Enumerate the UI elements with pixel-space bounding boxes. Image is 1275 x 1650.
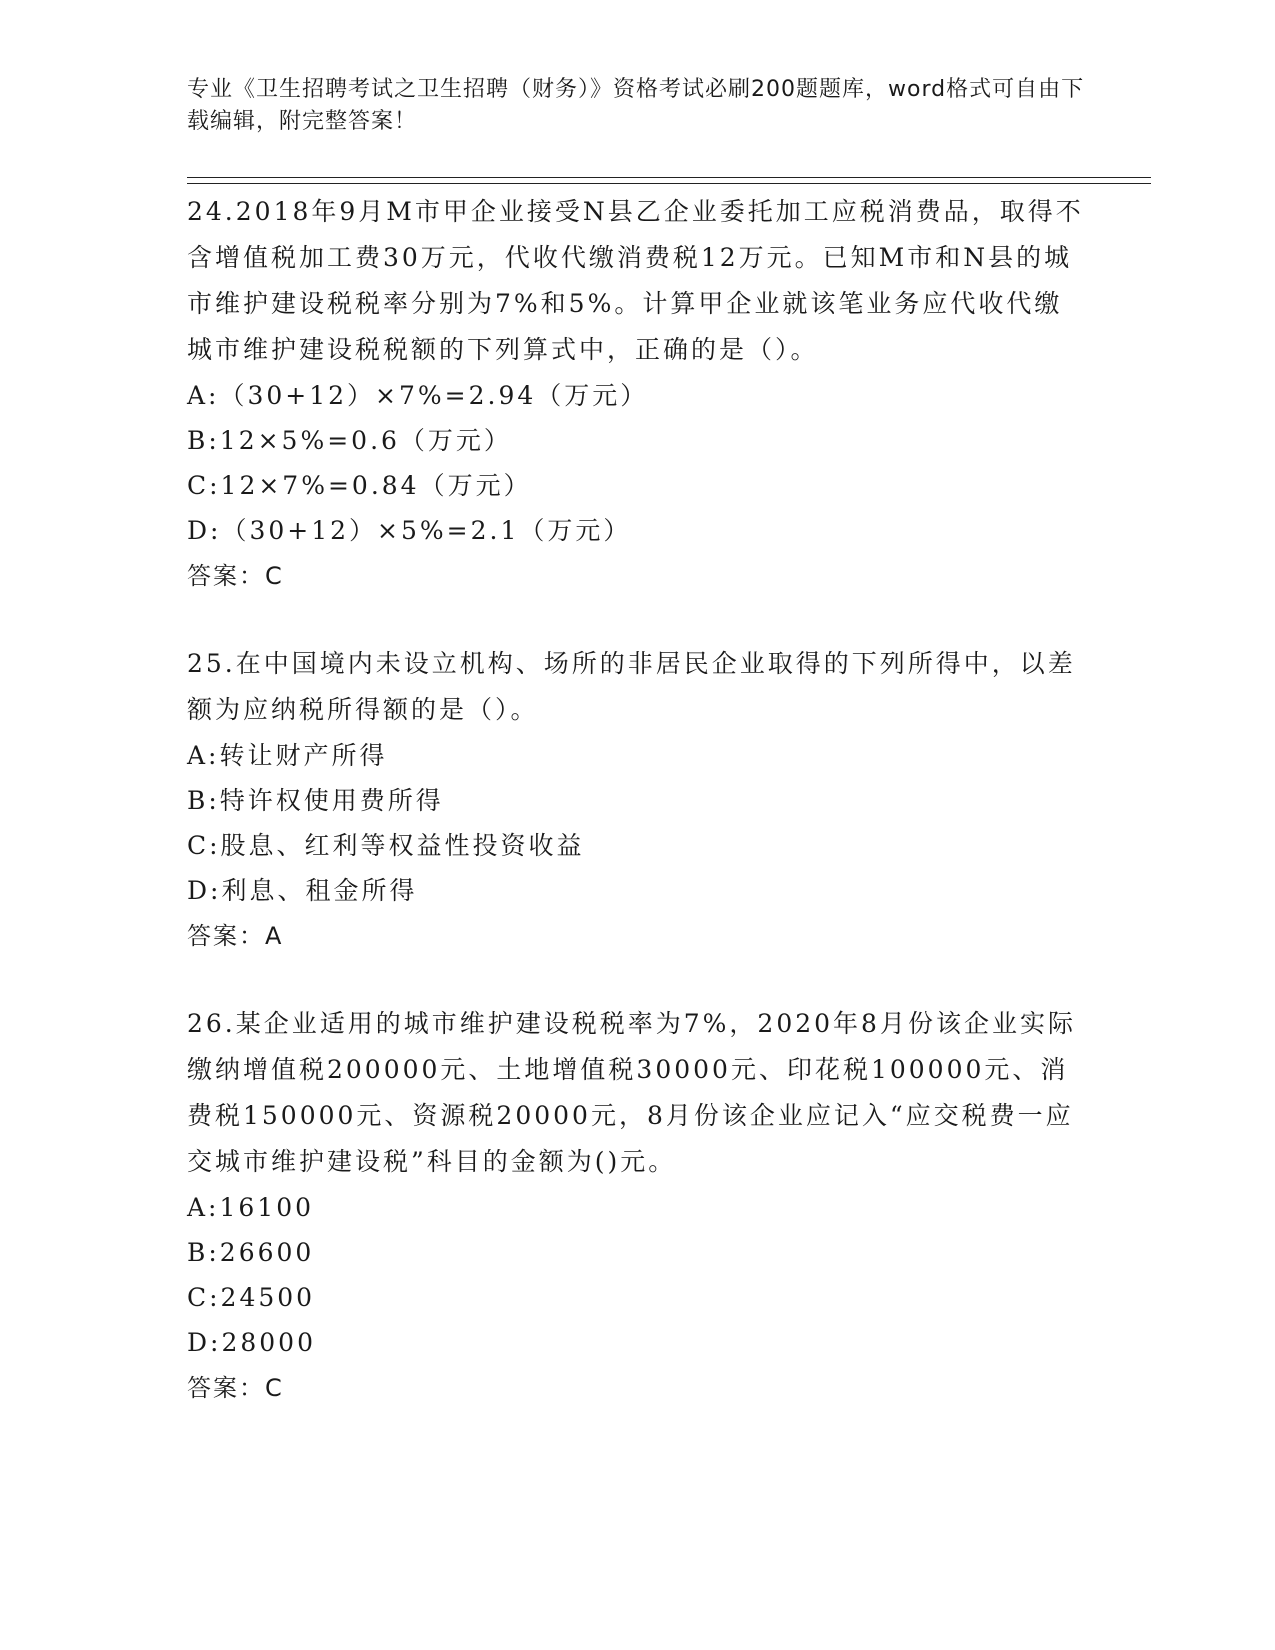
answer-label: 答案：A [187,922,284,950]
question-spacer [187,599,1087,641]
option-b: B:26600 [187,1238,315,1267]
option-b: B:12×5%=0.6（万元） [187,426,512,455]
question-list [187,189,1087,1411]
answer-label: 答案：C [187,1374,284,1402]
option-a: A:（30+12）×7%=2.94（万元） [187,381,649,410]
option-b: B:特许权使用费所得 [187,786,444,815]
question-stem: 24.2018年9月M市甲企业接受N县乙企业委托加工应税消费品，取得不含增值税加工费30万元，代收代缴消费税12万元。已知M市和N县的城市维护建设税税率分别为7%和5%。计算甲企业就该笔业务应代收代缴城市维护建设税税额的下列算式中，正确的是（）。 [187,197,1084,364]
header-divider-bottom [187,183,1151,184]
option-a: A:转让财产所得 [187,741,388,770]
option-c: C:24500 [187,1283,316,1312]
question-26 [187,1001,1087,1411]
question-24 [187,189,1087,599]
option-d: D:利息、租金所得 [187,876,418,905]
question-spacer [187,959,1087,1001]
document-header: 专业《卫生招聘考试之卫生招聘（财务）》资格考试必刷200题题库，word格式可自由下载编辑，附完整答案！ [187,77,1085,134]
answer-label: 答案：C [187,562,284,590]
option-d: D:（30+12）×5%=2.1（万元） [187,516,632,545]
question-stem: 26.某企业适用的城市维护建设税税率为7%，2020年8月份该企业实际缴纳增值税200000元、土地增值税30000元、印花税100000元、消费税150000元、资源税20000元，8月份该企业应记入“应交税费一应交城市维护建设税”科目的金额为()元。 [187,1009,1076,1176]
option-c: C:股息、红利等权益性投资收益 [187,831,585,860]
question-stem: 25.在中国境内未设立机构、场所的非居民企业取得的下列所得中，以差额为应纳税所得额的是（）。 [187,649,1076,724]
header-divider-top [187,177,1151,178]
option-d: D:28000 [187,1328,316,1357]
option-c: C:12×7%=0.84（万元） [187,471,532,500]
question-25 [187,641,1087,959]
option-a: A:16100 [187,1193,315,1222]
